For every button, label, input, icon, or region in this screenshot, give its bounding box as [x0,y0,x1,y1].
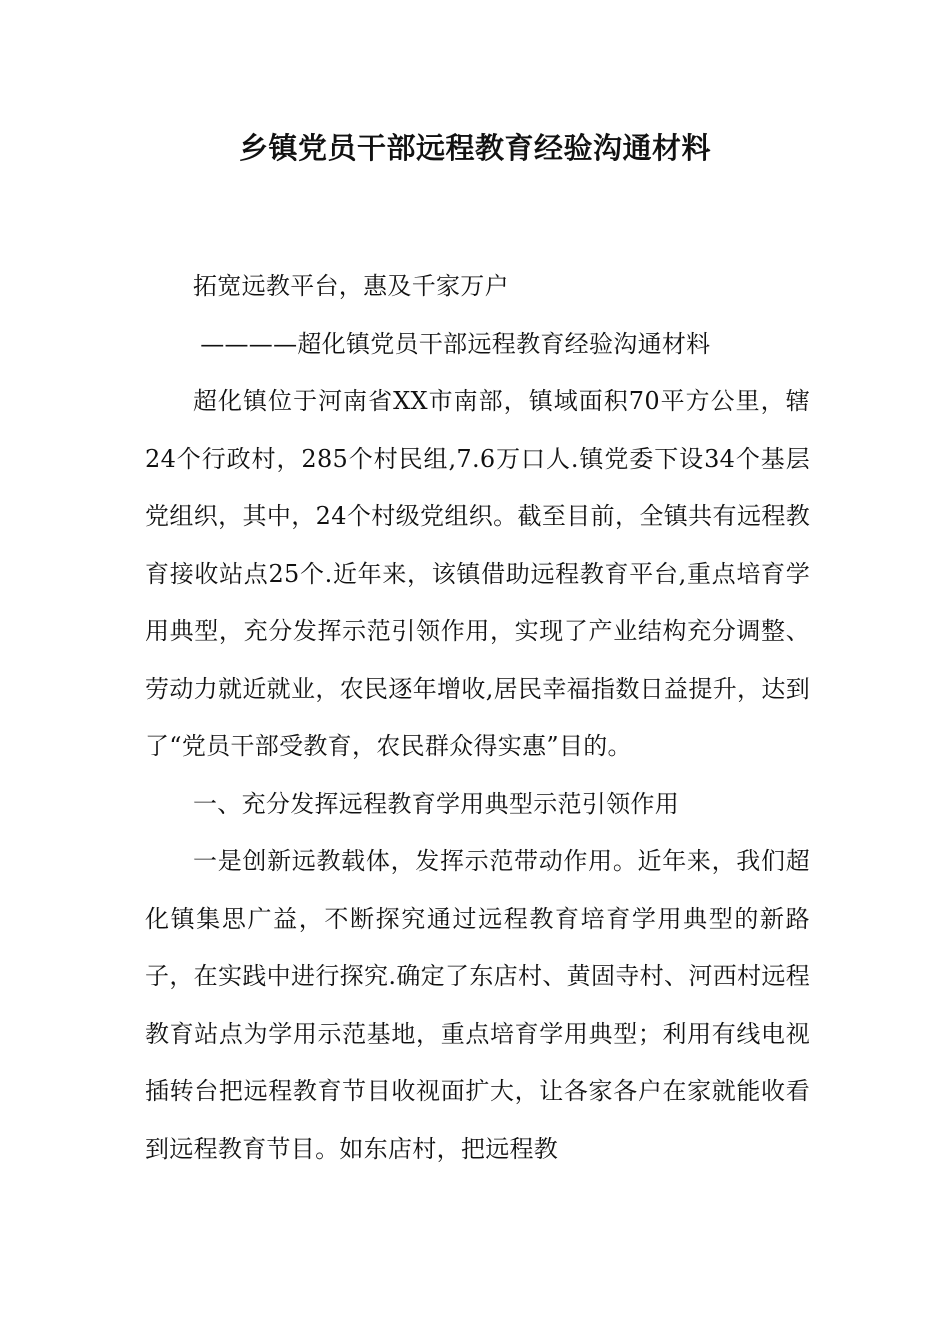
paragraph-intro: 超化镇位于河南省XX市南部，镇域面积70平方公里，辖24个行政村，285个村民组,7.6万口人.镇党委下设34个基层党组织，其中，24个村级党组织。截至目前，全镇共有远程教育接收站点25个.近年来，该镇借助远程教育平台,重点培育学用典型，充分发挥示范引领作用，实现了产业结构充分调整、劳动力就近就业，农民逐年增收,居民幸福指数日益提升，达到了“党员干部受教育，农民群众得实惠”目的。 [145,387,810,760]
document-body [145,258,810,1178]
section-heading: 拓宽远教平台，惠及千家万户 [193,272,509,300]
paragraph-section-one-heading: 一、充分发挥远程教育学用典型示范引领作用 [193,789,679,818]
document-subtitle: ————超化镇党员干部远程教育经验沟通材料 [200,329,711,358]
document-title: 乡镇党员干部远程教育经验沟通材料 [238,131,711,165]
paragraph-section-one-body: 一是创新远教载体，发挥示范带动作用。近年来，我们超化镇集思广益，不断探究通过远程教育培育学用典型的新路子，在实践中进行探究.确定了东店村、黄固寺村、河西村远程教育站点为学用示范基地，重点培育学用典型；利用有线电视插转台把远程教育节目收视面扩大，让各家各户在家就能收看到远程教育节目。如东店村，把远程教 [145,847,810,1163]
